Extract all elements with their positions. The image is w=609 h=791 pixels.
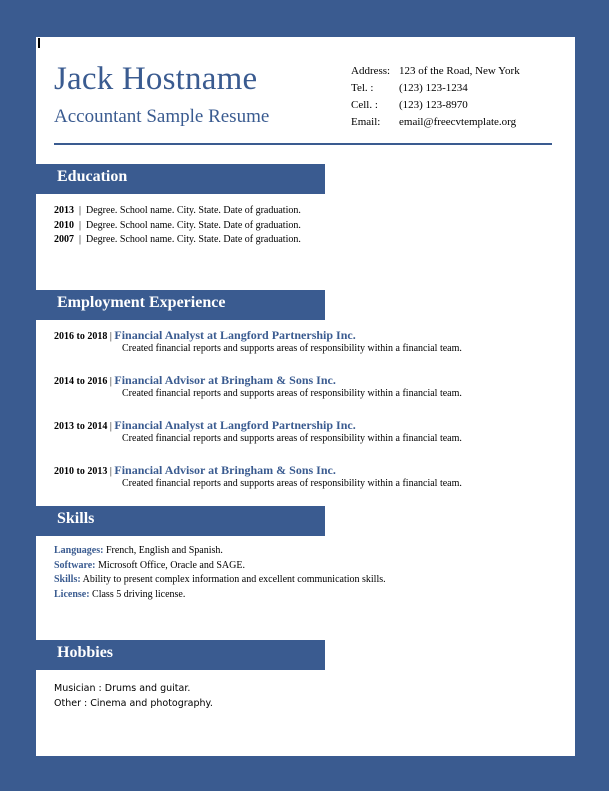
skill-item [54, 545, 386, 560]
education-year: 2007 [54, 234, 74, 245]
contact-value: 123 of the Road, New York [399, 65, 520, 77]
contact-value: (123) 123-1234 [399, 82, 468, 94]
skill-label: Skills: [54, 574, 81, 585]
resume-page [36, 37, 575, 756]
job-period: 2014 to 2016 [54, 376, 108, 387]
job-period: 2013 to 2014 [54, 421, 108, 432]
job-description: Created financial reports and supports areas of responsibility within a financial team. [122, 343, 462, 354]
skill-item [54, 560, 386, 575]
job-period: 2010 to 2013 [54, 466, 108, 477]
section-header-education [36, 164, 325, 194]
skill-text: Class 5 driving license. [92, 588, 186, 600]
contact-label: Address: [351, 65, 391, 77]
hobby-item: Musician : Drums and guitar. [54, 683, 191, 694]
job-entry: 2013 to 2014 | Financial Analyst at Langford Partnership Inc. Created financial reports and supports areas of responsibility within a financial team. [54, 418, 462, 447]
education-year: 2010 [54, 219, 74, 231]
job-entry: 2014 to 2016 | Financial Advisor at Bringham & Sons Inc. Created financial reports and supports areas of responsibility within a financial team. [54, 373, 462, 402]
skill-label: Software: [54, 559, 96, 571]
contact-value: email@freecvtemplate.org [399, 116, 517, 128]
job-entry: 2010 to 2013 | Financial Advisor at Bringham & Sons Inc. Created financial reports and supports areas of responsibility within a financial team. [54, 463, 462, 492]
resume-subtitle: Accountant Sample Resume [54, 106, 270, 127]
resume-name: Jack Hostname [54, 61, 258, 97]
education-text: Degree. School name. City. State. Date of graduation. [86, 219, 301, 231]
hobby-item: Other : Cinema and photography. [54, 698, 213, 709]
education-item: 2013 | Degree. School name. City. State. Date of graduation. [54, 205, 301, 216]
education-text: Degree. School name. City. State. Date of graduation. [86, 205, 301, 216]
text-cursor [38, 38, 40, 48]
job-title: Financial Advisor at Bringham & Sons Inc. [114, 463, 336, 477]
job-title: Financial Advisor at Bringham & Sons Inc. [114, 373, 336, 387]
header-divider [54, 143, 552, 145]
education-item: 2007 | Degree. School name. City. State. Date of graduation. [54, 234, 301, 245]
section-header-hobbies [36, 640, 325, 670]
skill-text: Ability to present complex information and excellent communication skills. [82, 574, 386, 585]
job-entry: 2016 to 2018 | Financial Analyst at Langford Partnership Inc. Created financial reports and supports areas of responsibility within a financial team. [54, 328, 462, 357]
skills-list [54, 545, 386, 603]
job-period: 2016 to 2018 [54, 331, 108, 342]
contact-value: (123) 123-8970 [399, 99, 468, 111]
job-description: Created financial reports and supports areas of responsibility within a financial team. [122, 478, 462, 489]
job-description: Created financial reports and supports areas of responsibility within a financial team. [122, 388, 462, 399]
contact-label: Tel. : [351, 82, 374, 94]
education-item: 2010 | Degree. School name. City. State. Date of graduation. [54, 219, 301, 231]
section-title: Employment Experience [57, 294, 226, 311]
skill-label: License: [54, 588, 90, 600]
section-header-skills [36, 506, 325, 536]
section-header-experience [36, 290, 325, 320]
skill-label: Languages: [54, 545, 104, 556]
education-text: Degree. School name. City. State. Date of graduation. [86, 234, 301, 245]
skill-item [54, 574, 386, 589]
section-title: Education [57, 168, 128, 185]
education-year: 2013 [54, 205, 74, 216]
contact-label: Email: [351, 116, 381, 128]
section-title: Skills [57, 510, 95, 527]
hobbies-list [54, 683, 213, 713]
job-title: Financial Analyst at Langford Partnership Inc. [114, 418, 356, 432]
contact-label: Cell. : [351, 99, 378, 111]
education-list [54, 205, 301, 249]
section-title: Hobbies [57, 644, 114, 661]
job-description: Created financial reports and supports areas of responsibility within a financial team. [122, 433, 462, 444]
skill-text: Microsoft Office, Oracle and SAGE. [97, 559, 245, 571]
skill-item [54, 589, 386, 604]
job-title: Financial Analyst at Langford Partnership Inc. [114, 328, 356, 342]
skill-text: French, English and Spanish. [105, 545, 223, 556]
